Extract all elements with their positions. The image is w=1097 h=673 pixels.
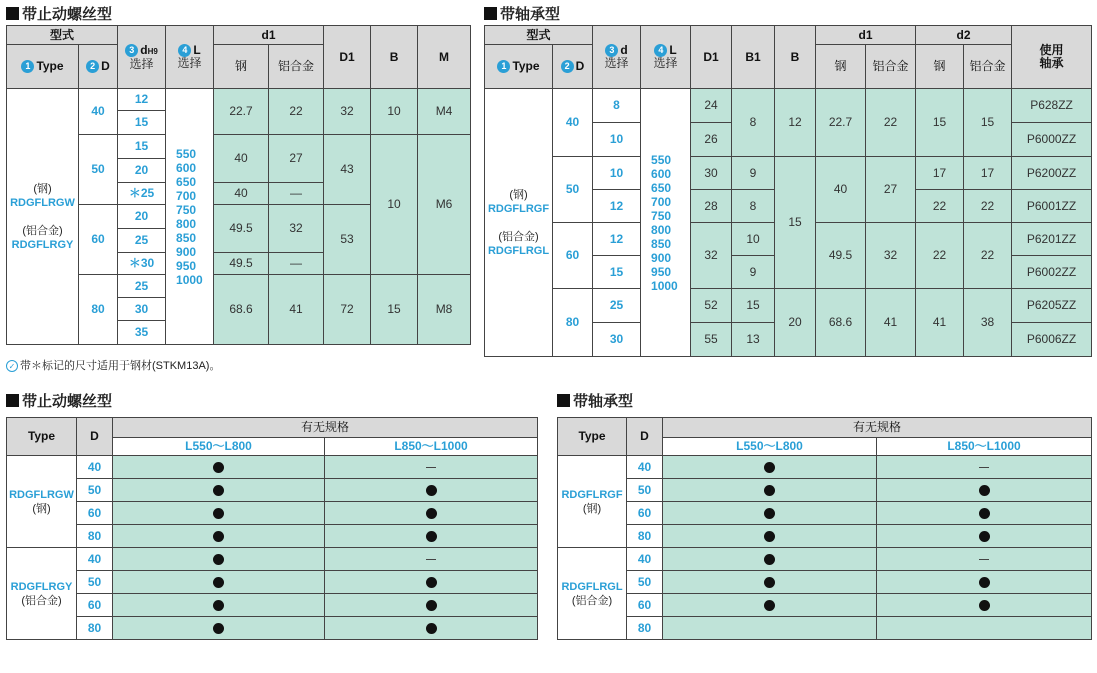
B-cell: 12 <box>775 89 816 157</box>
unavailable-dash-icon <box>426 467 436 468</box>
header-d: 3 d 选择 <box>593 26 641 89</box>
D-cell: 80 <box>77 617 113 640</box>
D-cell: 40 <box>553 89 593 157</box>
available-dot-icon <box>979 485 990 496</box>
d-cell: 12 <box>118 89 166 111</box>
d-cell: 30 <box>118 298 166 321</box>
header-d1: d1 <box>816 26 916 45</box>
header-D: 2 D <box>79 45 118 89</box>
d1-alloy-cell: — <box>269 253 324 275</box>
B1-cell: 9 <box>732 256 775 289</box>
d2-steel-cell: 41 <box>916 289 964 357</box>
d-cell: 12 <box>593 223 641 256</box>
d2-alloy-cell: 15 <box>964 89 1012 157</box>
D-cell: 50 <box>553 157 593 223</box>
D-cell: 50 <box>79 135 118 205</box>
B-cell: 15 <box>371 275 418 345</box>
M-cell: M6 <box>418 135 471 275</box>
B-cell: 15 <box>775 157 816 289</box>
available-dot-icon <box>764 554 775 565</box>
info-icon: ✓ <box>6 360 18 372</box>
D1-cell: 30 <box>691 157 732 190</box>
available-dot-icon <box>764 531 775 542</box>
d-cell: 25 <box>118 275 166 298</box>
header-steel: 钢 <box>214 45 269 89</box>
available-dot-icon <box>213 508 224 519</box>
d-cell: 10 <box>593 123 641 157</box>
d2-alloy-cell: 38 <box>964 289 1012 357</box>
header-B: B <box>371 26 418 89</box>
header-model: 型式 <box>7 26 118 45</box>
bearing-cell: P6000ZZ <box>1012 123 1092 157</box>
available-dot-icon <box>213 577 224 588</box>
header-alloy: 铝合金 <box>269 45 324 89</box>
header-availability: 有无规格 <box>113 418 538 438</box>
d-cell: ＊25 <box>118 183 166 205</box>
D1-cell: 53 <box>324 205 371 275</box>
available-dot-icon <box>764 577 775 588</box>
D1-cell: 55 <box>691 323 732 357</box>
header-d1-steel: 钢 <box>816 45 866 89</box>
available-dot-icon <box>213 600 224 611</box>
d2-alloy-cell: 17 <box>964 157 1012 190</box>
available-dot-icon <box>426 508 437 519</box>
D-cell: 40 <box>77 548 113 571</box>
available-dot-icon <box>426 600 437 611</box>
bearing-cell: P6205ZZ <box>1012 289 1092 323</box>
d-cell: 8 <box>593 89 641 123</box>
B1-cell: 15 <box>732 289 775 323</box>
d1-alloy-cell: 32 <box>269 205 324 253</box>
bearing-spec-table <box>484 25 1092 357</box>
d-cell: 35 <box>118 321 166 345</box>
header-range-short: L550～L800 <box>663 438 877 456</box>
B1-cell: 8 <box>732 190 775 223</box>
header-B: B <box>775 26 816 89</box>
header-availability: 有无规格 <box>663 418 1092 438</box>
d-cell: ＊30 <box>118 253 166 275</box>
available-dot-icon <box>979 508 990 519</box>
type-cell: (钢) RDGFLRGF (铝合金) RDGFLRGL <box>485 89 553 357</box>
D-cell: 80 <box>627 617 663 640</box>
d1-alloy-cell: 22 <box>269 89 324 135</box>
d1-alloy-cell: 22 <box>866 89 916 157</box>
header-M: M <box>418 26 471 89</box>
D1-cell: 72 <box>324 275 371 345</box>
d-cell: 15 <box>593 256 641 289</box>
d-cell: 30 <box>593 323 641 357</box>
d2-alloy-cell: 22 <box>964 223 1012 289</box>
D-cell: 80 <box>77 525 113 548</box>
bearing-availability-table <box>557 417 1092 640</box>
header-model: 型式 <box>485 26 593 45</box>
available-dot-icon <box>213 554 224 565</box>
header-type: Type <box>7 418 77 456</box>
section-title-setscrew-availability: 带止动螺丝型 <box>6 390 112 411</box>
bearing-cell: P6201ZZ <box>1012 223 1092 256</box>
section-title-bearing: 带轴承型 <box>484 3 560 24</box>
available-dot-icon <box>213 623 224 634</box>
square-marker-icon <box>6 7 19 20</box>
d-cell: 20 <box>118 159 166 183</box>
d1-steel-cell: 40 <box>214 135 269 183</box>
D1-cell: 52 <box>691 289 732 323</box>
M-cell: M8 <box>418 275 471 345</box>
header-B1: B1 <box>732 26 775 89</box>
setscrew-availability-table <box>6 417 538 640</box>
header-bearing: 使用 轴承 <box>1012 26 1092 89</box>
D-cell: 60 <box>77 594 113 617</box>
available-dot-icon <box>979 577 990 588</box>
D-cell: 40 <box>627 456 663 479</box>
header-d2: d2 <box>916 26 1012 45</box>
type-cell: RDGFLRGW (钢) <box>7 456 77 548</box>
D1-cell: 32 <box>691 223 732 289</box>
d-cell: 12 <box>593 190 641 223</box>
d2-steel-cell: 17 <box>916 157 964 190</box>
D-cell: 40 <box>627 548 663 571</box>
bearing-cell: P6002ZZ <box>1012 256 1092 289</box>
header-dh9: 3 dH9 选择 <box>118 26 166 89</box>
B-cell: 20 <box>775 289 816 357</box>
section-title-bearing-availability: 带轴承型 <box>557 390 633 411</box>
D-cell: 60 <box>553 223 593 289</box>
d1-steel-cell: 49.5 <box>816 223 866 289</box>
d1-alloy-cell: 41 <box>269 275 324 345</box>
d1-alloy-cell: — <box>269 183 324 205</box>
D1-cell: 24 <box>691 89 732 123</box>
d-cell: 20 <box>118 205 166 229</box>
type-cell: RDGFLRGF (钢) <box>558 456 627 548</box>
type-cell: RDGFLRGY (铝合金) <box>7 548 77 640</box>
available-dot-icon <box>979 600 990 611</box>
header-D1: D1 <box>324 26 371 89</box>
header-range-short: L550～L800 <box>113 438 325 456</box>
D-cell: 60 <box>79 205 118 275</box>
d-cell: 25 <box>118 229 166 253</box>
available-dot-icon <box>213 462 224 473</box>
type-cell: RDGFLRGL (铝合金) <box>558 548 627 640</box>
bearing-cell: P6006ZZ <box>1012 323 1092 357</box>
D-cell: 80 <box>79 275 118 345</box>
length-list: 550 600 650 700 750 800 850 900 950 1000 <box>166 89 214 345</box>
d2-steel-cell: 22 <box>916 190 964 223</box>
footnote: ✓ 带＊标记的尺寸适用于钢材(STKM13A)。 <box>6 357 220 373</box>
available-dot-icon <box>764 485 775 496</box>
square-marker-icon <box>6 394 19 407</box>
length-list: 550 600 650 700 750 800 850 900 950 1000 <box>641 89 691 357</box>
square-marker-icon <box>557 394 570 407</box>
available-dot-icon <box>426 531 437 542</box>
d1-alloy-cell: 32 <box>866 223 916 289</box>
d1-steel-cell: 40 <box>816 157 866 223</box>
header-d1-alloy: 铝合金 <box>866 45 916 89</box>
available-dot-icon <box>764 600 775 611</box>
D-cell: 60 <box>627 502 663 525</box>
header-d2-alloy: 铝合金 <box>964 45 1012 89</box>
d2-steel-cell: 22 <box>916 223 964 289</box>
available-dot-icon <box>426 485 437 496</box>
d-cell: 15 <box>118 135 166 159</box>
header-type: Type <box>558 418 627 456</box>
bearing-cell: P6200ZZ <box>1012 157 1092 190</box>
header-d2-steel: 钢 <box>916 45 964 89</box>
d1-steel-cell: 22.7 <box>816 89 866 157</box>
available-dot-icon <box>426 623 437 634</box>
B1-cell: 13 <box>732 323 775 357</box>
d1-alloy-cell: 41 <box>866 289 916 357</box>
square-marker-icon <box>484 7 497 20</box>
available-dot-icon <box>426 577 437 588</box>
type-cell: (钢) RDGFLRGW (铝合金) RDGFLRGY <box>7 89 79 345</box>
D1-cell: 43 <box>324 135 371 205</box>
d1-alloy-cell: 27 <box>269 135 324 183</box>
d1-steel-cell: 22.7 <box>214 89 269 135</box>
D-cell: 50 <box>77 571 113 594</box>
B1-cell: 8 <box>732 89 775 157</box>
header-length: 4 L 选择 <box>166 26 214 89</box>
header-D: D <box>627 418 663 456</box>
M-cell: M4 <box>418 89 471 135</box>
D-cell: 80 <box>553 289 593 357</box>
available-dot-icon <box>764 508 775 519</box>
D-cell: 80 <box>627 525 663 548</box>
d2-steel-cell: 15 <box>916 89 964 157</box>
header-type: 1 Type <box>485 45 553 89</box>
D1-cell: 32 <box>324 89 371 135</box>
d1-steel-cell: 68.6 <box>816 289 866 357</box>
header-D1: D1 <box>691 26 732 89</box>
header-type: 1 Type <box>7 45 79 89</box>
unavailable-dash-icon <box>979 467 989 468</box>
bearing-cell: P628ZZ <box>1012 89 1092 123</box>
D-cell: 40 <box>79 89 118 135</box>
header-range-long: L850～L1000 <box>325 438 538 456</box>
available-dot-icon <box>764 462 775 473</box>
D-cell: 50 <box>627 479 663 502</box>
d1-steel-cell: 49.5 <box>214 253 269 275</box>
d-cell: 15 <box>118 111 166 135</box>
D-cell: 40 <box>77 456 113 479</box>
unavailable-dash-icon <box>426 559 436 560</box>
D1-cell: 28 <box>691 190 732 223</box>
setscrew-spec-table <box>6 25 471 345</box>
D-cell: 50 <box>627 571 663 594</box>
available-dot-icon <box>213 485 224 496</box>
D-cell: 60 <box>77 502 113 525</box>
d-cell: 10 <box>593 157 641 190</box>
header-d1: d1 <box>214 26 324 45</box>
header-D: 2 D <box>553 45 593 89</box>
d1-steel-cell: 68.6 <box>214 275 269 345</box>
d1-alloy-cell: 27 <box>866 157 916 223</box>
D-cell: 60 <box>627 594 663 617</box>
header-length: 4 L 选择 <box>641 26 691 89</box>
section-title-setscrew: 带止动螺丝型 <box>6 3 112 24</box>
header-range-long: L850～L1000 <box>877 438 1092 456</box>
available-dot-icon <box>213 531 224 542</box>
D1-cell: 26 <box>691 123 732 157</box>
B1-cell: 9 <box>732 157 775 190</box>
header-D: D <box>77 418 113 456</box>
B1-cell: 10 <box>732 223 775 256</box>
d-cell: 25 <box>593 289 641 323</box>
D-cell: 50 <box>77 479 113 502</box>
unavailable-dash-icon <box>979 559 989 560</box>
bearing-cell: P6001ZZ <box>1012 190 1092 223</box>
B-cell: 10 <box>371 135 418 275</box>
d1-steel-cell: 40 <box>214 183 269 205</box>
d1-steel-cell: 49.5 <box>214 205 269 253</box>
B-cell: 10 <box>371 89 418 135</box>
d2-alloy-cell: 22 <box>964 190 1012 223</box>
available-dot-icon <box>979 531 990 542</box>
